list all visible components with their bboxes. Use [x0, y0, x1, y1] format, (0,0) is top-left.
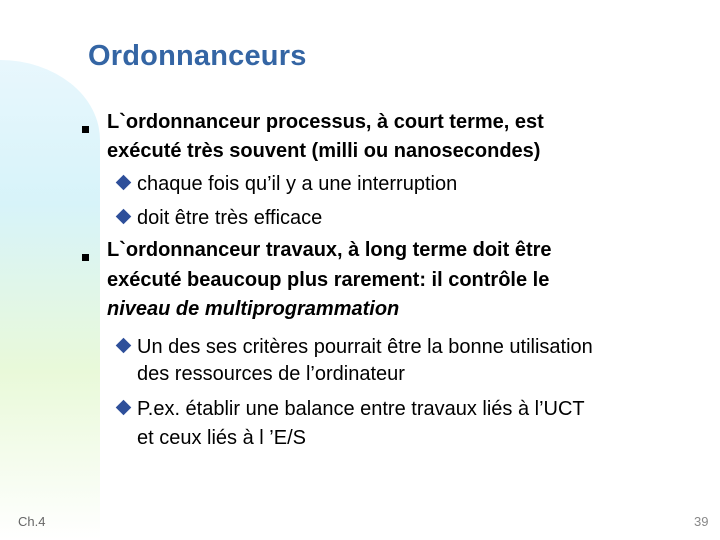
square-bullet-icon — [82, 126, 89, 133]
diamond-bullet-icon — [116, 338, 132, 354]
chapter-label: Ch.4 — [18, 514, 46, 529]
slide-title: Ordonnanceurs — [88, 40, 307, 72]
sub-bullet-text: Un des ses critères pourrait être la bonne utilisation — [137, 336, 593, 358]
diamond-bullet-icon — [116, 175, 132, 191]
bullet-2-line-1: L`ordonnanceur travaux, à long terme doit être — [107, 239, 552, 261]
bullet-1-line-2: exécuté très souvent (milli ou nanosecondes) — [107, 140, 541, 162]
sub-bullet-2-2-continuation: et ceux liés à l ’E/S — [137, 427, 306, 449]
sub-bullet-2-1 — [118, 334, 593, 360]
sub-bullet-1-1 — [118, 171, 457, 197]
sub-bullet-2-1-continuation: des ressources de l’ordinateur — [137, 363, 405, 385]
sub-bullet-2-2 — [118, 396, 585, 422]
bullet-2-line-2: exécuté beaucoup plus rarement: il contrôle le — [107, 269, 550, 291]
sub-bullet-text: doit être très efficace — [137, 207, 323, 229]
sub-bullet-1-2 — [118, 205, 322, 231]
diamond-bullet-icon — [116, 400, 132, 416]
diamond-bullet-icon — [116, 209, 132, 225]
page-number: 39 — [694, 514, 709, 529]
bullet-1-line-1: L`ordonnanceur processus, à court terme, est — [107, 111, 544, 133]
bullet-2-line-3: niveau de multiprogrammation — [107, 298, 400, 320]
sub-bullet-text: chaque fois qu’il y a une interruption — [137, 173, 458, 195]
sub-bullet-text: P.ex. établir une balance entre travaux liés à l’UCT — [137, 398, 585, 420]
square-bullet-icon — [82, 254, 89, 261]
